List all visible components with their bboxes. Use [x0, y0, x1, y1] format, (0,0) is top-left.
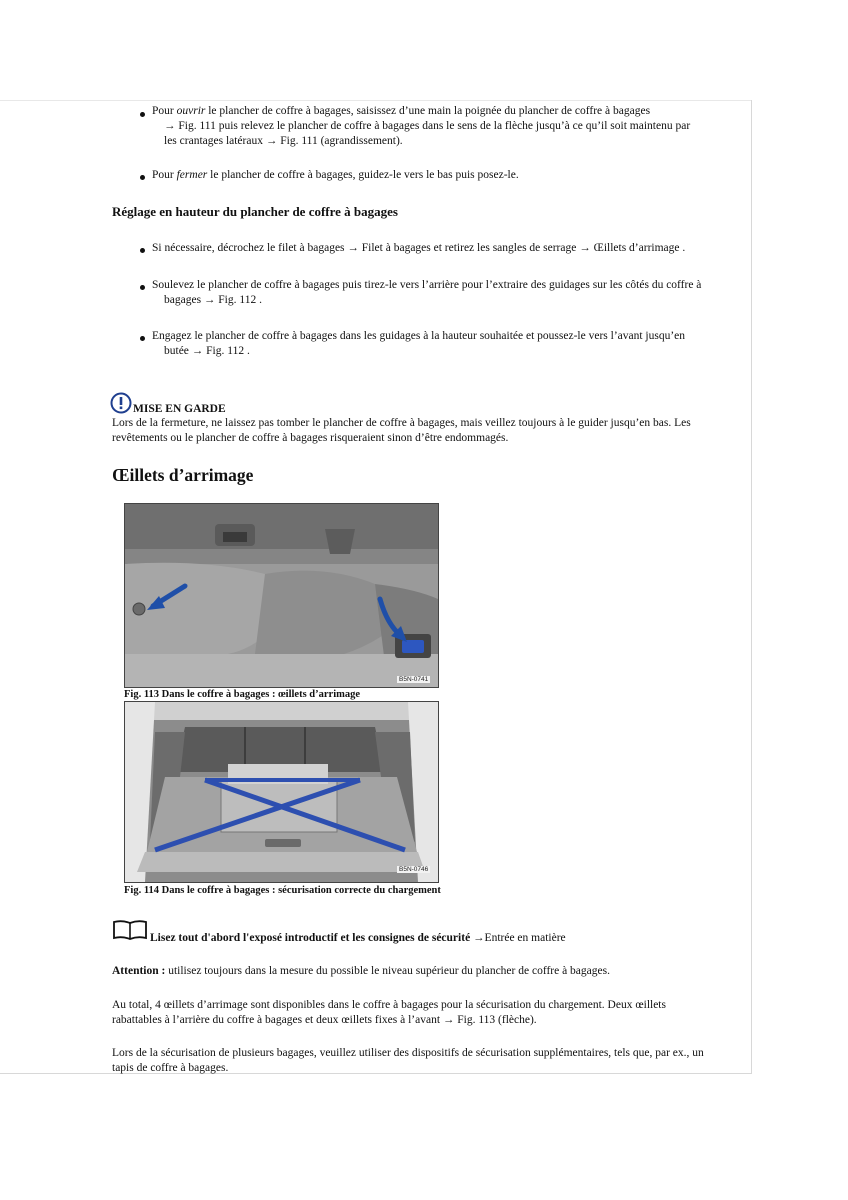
paragraph-securing-line2: tapis de coffre à bagages.	[112, 1062, 229, 1074]
figure-113-image	[124, 503, 439, 688]
figure-114-image	[124, 701, 439, 883]
bullet-unhook-net: Si nécessaire, décrochez le filet à bagages → Filet à bagages et retirez les sangles de serrage → Œillets d’arrimage .	[152, 242, 686, 254]
warning-text-line1: Lors de la fermeture, ne laissez pas tomber le plancher de coffre à bagages, mais veillez toujours à le guider jusqu’en bas. Les	[112, 417, 691, 429]
paragraph-tie-downs-line1: Au total, 4 œillets d’arrimage sont disponibles dans le coffre à bagages pour la sécurisation du chargement. Deux œillets	[112, 999, 666, 1011]
bullet	[140, 175, 145, 180]
warning-text-line2: revêtements ou le plancher de coffre à bagages risqueraient sinon d’être endommagés.	[112, 432, 509, 444]
figure-113-caption: Fig. 113 Dans le coffre à bagages : œillets d’arrimage	[124, 689, 361, 700]
exclamation-circle-icon	[110, 392, 132, 414]
bullet-open-line1: Pour ouvrir le plancher de coffre à bagages, saisissez d’une main la poignée du plancher de coffre à bagages	[152, 105, 651, 117]
paragraph-tie-downs-line2: rabattables à l’arrière du coffre à bagages et deux œillets fixes à l’avant → Fig. 113 (flèche).	[112, 1014, 537, 1026]
bullet-open-line2: → Fig. 111 puis relevez le plancher de coffre à bagages dans le sens de la flèche jusqu’à ce qu’il soit maintenu par	[164, 120, 691, 132]
warning-title: MISE EN GARDE	[133, 403, 226, 415]
bullet	[140, 248, 145, 253]
section-heading-tie-downs: Œillets d’arrimage	[112, 465, 254, 485]
bullet-close: Pour fermer le plancher de coffre à bagages, guidez-le vers le bas puis posez-le.	[152, 169, 519, 181]
paragraph-securing-line1: Lors de la sécurisation de plusieurs bagages, veuillez utiliser des dispositifs de sécurisation supplémentaires, tels que, par ex., un	[112, 1047, 704, 1059]
bullet-open-line3: les crantages latéraux → Fig. 111 (agrandissement).	[164, 135, 403, 147]
intro-link[interactable]: →Entrée en matière	[473, 932, 566, 944]
figure-114-code: B5N-0746	[399, 866, 429, 873]
read-first-line: Lisez tout d'abord l'exposé introductif et les consignes de sécurité →Entrée en matière	[150, 932, 566, 944]
bullet-lift-floor-line2: bagages → Fig. 112 .	[164, 294, 262, 306]
bullet	[140, 285, 145, 290]
open-book-icon	[112, 919, 148, 941]
bullet-engage-floor-line1: Engagez le plancher de coffre à bagages dans les guidages à la hauteur souhaitée et poussez-le vers l’avant jusqu’en	[152, 330, 686, 342]
bullet-lift-floor-line1: Soulevez le plancher de coffre à bagages puis tirez-le vers l’arrière pour l’extraire des guidages sur les côtés du coffre à	[152, 279, 702, 291]
attention-line: Attention : utilisez toujours dans la mesure du possible le niveau supérieur du plancher de coffre à bagages.	[112, 965, 610, 977]
section-heading-height-adjust: Réglage en hauteur du plancher de coffre à bagages	[112, 204, 398, 219]
figure-113-code: B5N-0741	[399, 676, 429, 683]
bullet	[140, 112, 145, 117]
bullet-engage-floor-line2: butée → Fig. 112 .	[164, 345, 250, 357]
bullet	[140, 336, 145, 341]
figure-114-caption: Fig. 114 Dans le coffre à bagages : sécurisation correcte du chargement	[124, 885, 441, 896]
